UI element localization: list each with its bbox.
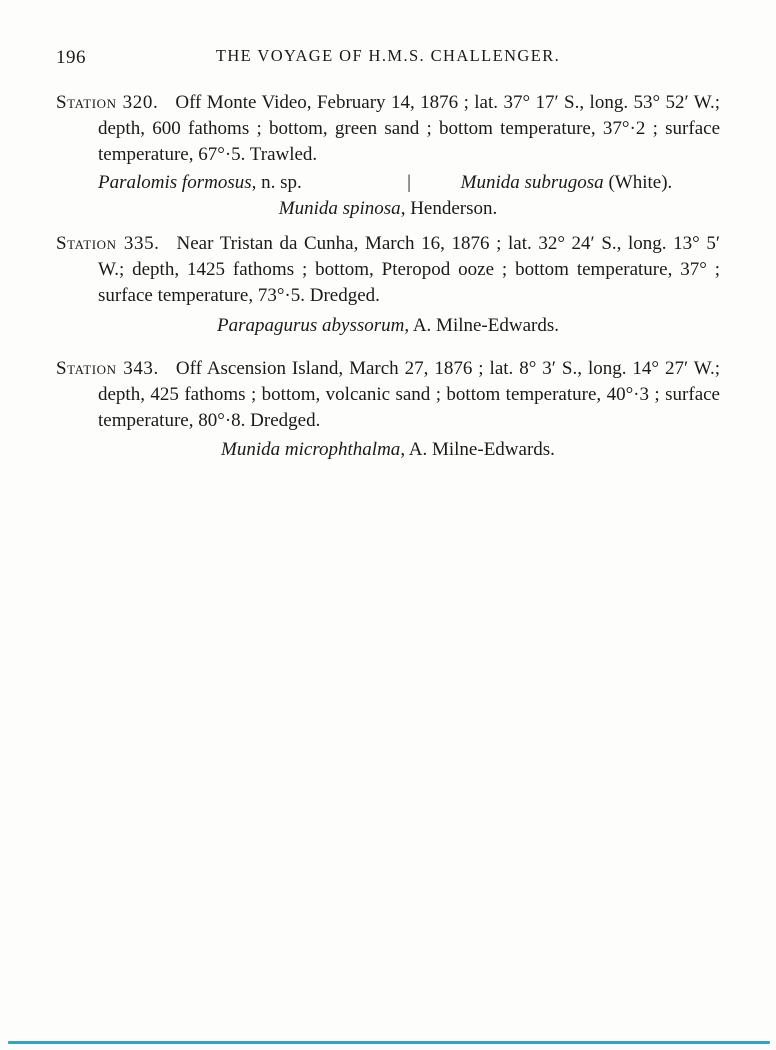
page-header xyxy=(56,46,720,70)
station-entry-343 xyxy=(56,356,720,463)
species-name-italic: Munida microphthalma xyxy=(221,439,401,460)
species-entry xyxy=(56,196,720,222)
species-authority: , A. Milne-Edwards. xyxy=(400,439,555,460)
station-label: Station 320. xyxy=(56,92,159,113)
station-description: Near Tristan da Cunha, March 16, 1876 ; lat. 32° 24′ S., long. 13° 5′ W.; depth, 1425 fathoms ; bottom, Pteropod ooze ; bottom temperature, 37° ; surface temperature, 73°·5. Dredged. xyxy=(98,233,720,306)
station-description: Off Monte Video, February 14, 1876 ; lat. 37° 17′ S., long. 53° 52′ W.; depth, 600 fathoms ; bottom, green sand ; bottom temperature, 37°·2 ; surface temperature, 67°·5. Trawled. xyxy=(98,92,720,165)
species-name-italic: Munida spinosa xyxy=(278,198,401,219)
scan-artifact-line xyxy=(8,1041,770,1044)
species-authority: , n. sp. xyxy=(251,172,302,193)
species-entry xyxy=(56,313,720,339)
station-label: Station 343. xyxy=(56,358,159,379)
species-authority: (White). xyxy=(603,172,673,193)
station-label: Station 335. xyxy=(56,233,160,254)
species-entry xyxy=(413,170,720,196)
species-entry xyxy=(56,437,720,463)
species-authority: , Henderson. xyxy=(400,198,498,219)
station-entry-320 xyxy=(56,90,720,222)
station-paragraph xyxy=(56,90,720,168)
species-authority: , A. Milne-Edwards. xyxy=(404,315,559,336)
species-two-column-row xyxy=(56,170,720,196)
species-name-italic: Parapagurus abyssorum xyxy=(217,315,405,336)
running-title: THE VOYAGE OF H.M.S. CHALLENGER. xyxy=(215,46,561,65)
column-divider-bar: | xyxy=(407,172,411,193)
species-entry xyxy=(56,170,405,196)
station-paragraph xyxy=(56,231,720,309)
station-description: Off Ascension Island, March 27, 1876 ; lat. 8° 3′ S., long. 14° 27′ W.; depth, 425 fathoms ; bottom, volcanic sand ; bottom temperature, 40°·3 ; surface temperature, 80°·8. Dredged. xyxy=(98,358,720,431)
page-number: 196 xyxy=(56,47,86,68)
station-entry-335 xyxy=(56,231,720,339)
species-name-italic: Munida subrugosa xyxy=(460,172,604,193)
station-paragraph xyxy=(56,356,720,434)
species-name-italic: Paralomis formosus xyxy=(98,172,252,193)
